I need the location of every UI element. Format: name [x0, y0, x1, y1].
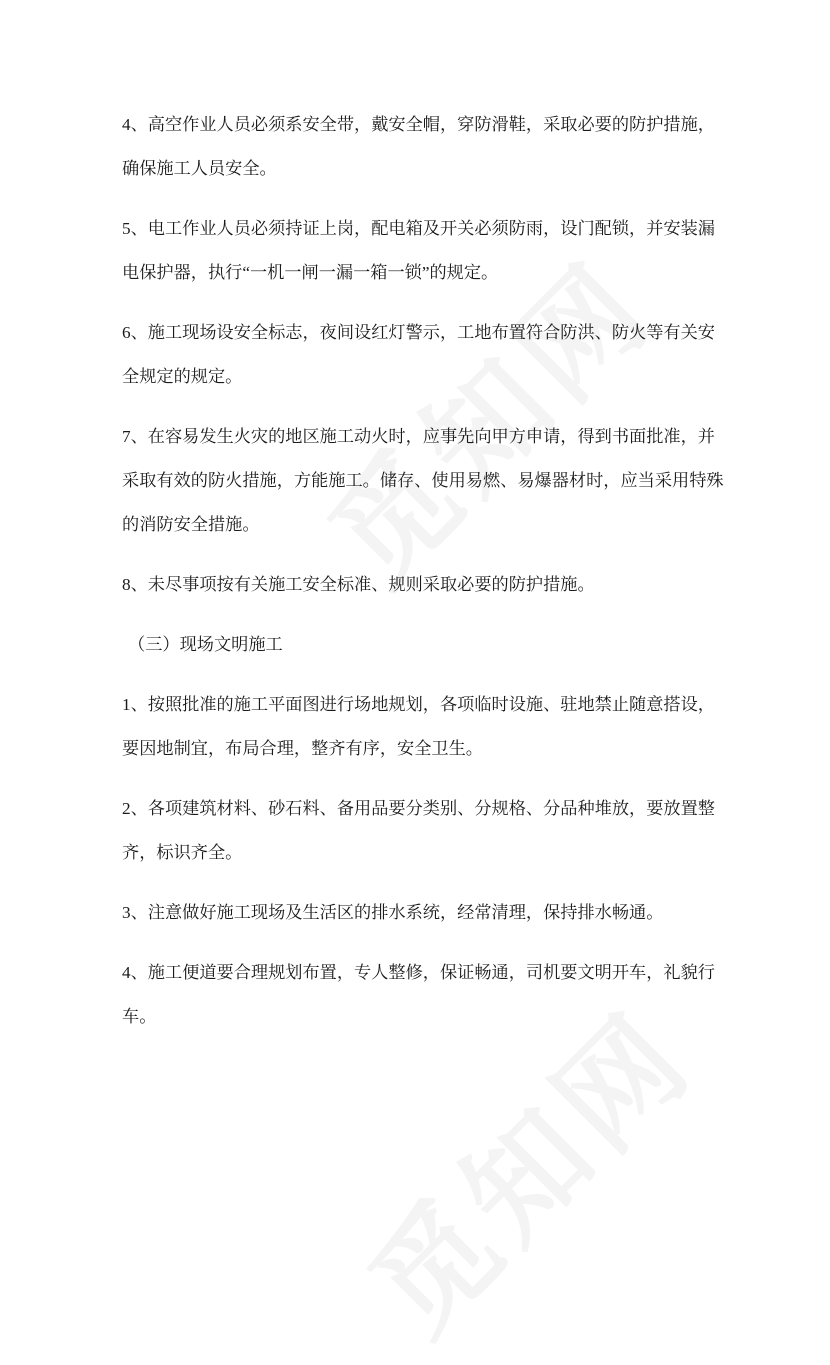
- text-line: 齐，标识齐全。: [122, 843, 243, 862]
- text-line: 2、各项建筑材料、砂石料、备用品要分类别、分规格、分品种堆放，要放置整: [122, 799, 715, 818]
- text-line: 电保护器，执行“一机一闸一漏一箱一锁”的规定。: [122, 263, 499, 282]
- paragraph: [122, 692, 715, 780]
- paragraph: [122, 796, 715, 884]
- text-line: 4、施工便道要合理规划布置，专人整修，保证畅通，司机要文明开车，礼貌行: [122, 963, 715, 982]
- paragraph: [122, 572, 712, 616]
- text-line: 7、在容易发生火灾的地区施工动火时，应事先向甲方申请，得到书面批准，并: [122, 427, 715, 446]
- text-line: 6、施工现场设安全标志，夜间设红灯警示，工地布置符合防洪、防火等有关安: [122, 323, 715, 342]
- paragraph: [122, 320, 715, 408]
- paragraph: [122, 900, 712, 944]
- paragraph: [122, 216, 715, 304]
- text-line: （三）现场文明施工: [128, 635, 283, 654]
- text-line: 采取有效的防火措施，方能施工。储存、使用易燃、易爆器材时，应当采用特殊: [122, 471, 724, 490]
- text-line: 要因地制宜，布局合理，整齐有序，安全卫生。: [122, 739, 483, 758]
- text-line: 全规定的规定。: [122, 367, 243, 386]
- text-line: 1、按照批准的施工平面图进行场地规划，各项临时设施、驻地禁止随意搭设，: [122, 695, 715, 714]
- section-heading: [122, 632, 712, 676]
- text-line: 的消防安全措施。: [122, 515, 260, 534]
- text-line: 3、注意做好施工现场及生活区的排水系统，经常清理，保持排水畅通。: [122, 903, 664, 922]
- paragraph: [122, 112, 715, 200]
- text-line: 4、高空作业人员必须系安全带，戴安全帽，穿防滑鞋，采取必要的防护措施，: [122, 115, 715, 134]
- text-line: 8、未尽事项按有关施工安全标准、规则采取必要的防护措施。: [122, 575, 595, 594]
- text-line: 车。: [122, 1007, 157, 1026]
- paragraph: [122, 960, 715, 1048]
- document-body: [122, 112, 724, 1064]
- text-line: 确保施工人员安全。: [122, 159, 277, 178]
- paragraph: [122, 424, 724, 556]
- text-line: 5、电工作业人员必须持证上岗，配电箱及开关必须防雨，设门配锁，并安装漏: [122, 219, 715, 238]
